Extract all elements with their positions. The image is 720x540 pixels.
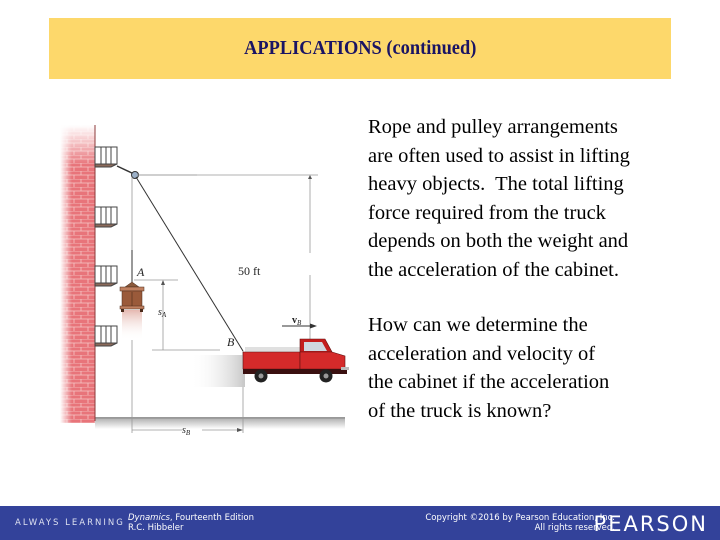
- label-a: A: [137, 265, 145, 279]
- text-line: depends on both the weight and: [368, 230, 629, 252]
- book-author: R.C. Hibbeler: [128, 523, 184, 533]
- text-line: acceleration and velocity of: [368, 342, 596, 365]
- copyright-line-1: Copyright ©2016 by Pearson Education, Inc.: [425, 513, 615, 523]
- tagline: ALWAYS LEARNING: [15, 518, 125, 528]
- text-line: How can we determine the: [368, 314, 588, 336]
- label-sb: $s_B$: [182, 425, 191, 437]
- cabinet: [120, 282, 144, 340]
- pulley: [117, 166, 139, 179]
- label-sa: $s_A$: [158, 307, 167, 319]
- pearson-logo: PEARSON: [593, 512, 708, 536]
- brick-building: [60, 125, 95, 423]
- label-vb: $v_B$: [292, 315, 302, 327]
- label-b: B: [227, 335, 235, 349]
- text-line: force required from the truck: [368, 201, 606, 224]
- book-title: Dynamics: [128, 513, 170, 523]
- copyright-notice: [425, 513, 615, 533]
- book-info: [128, 513, 254, 533]
- paragraph-question: [368, 311, 698, 425]
- dimension-lines: [132, 175, 318, 433]
- copyright-line-2: All rights reserved.: [534, 523, 615, 533]
- text-line: the acceleration of the cabinet.: [368, 258, 619, 281]
- slide-footer: [0, 506, 720, 540]
- paragraph-pulley-description: [368, 113, 698, 284]
- ground: [95, 417, 345, 429]
- balconies: [95, 147, 117, 346]
- slide-title: APPLICATIONS (continued): [243, 37, 477, 59]
- text-line: of the truck is known?: [368, 399, 552, 422]
- label-50ft: 50 ft: [238, 264, 261, 278]
- text-line: the cabinet if the acceleration: [368, 371, 610, 393]
- text-line: are often used to assist in lifting: [368, 144, 630, 167]
- rope: [136, 177, 243, 351]
- motion-blur: [190, 355, 245, 387]
- text-line: Rope and pulley arrangements: [368, 116, 618, 138]
- book-edition: , Fourteenth Edition: [169, 513, 255, 523]
- slide-title-bar: [49, 18, 671, 79]
- text-line: heavy objects. The total lifting: [368, 173, 624, 195]
- pulley-truck-figure: [60, 115, 350, 437]
- pickup-truck: [243, 339, 349, 383]
